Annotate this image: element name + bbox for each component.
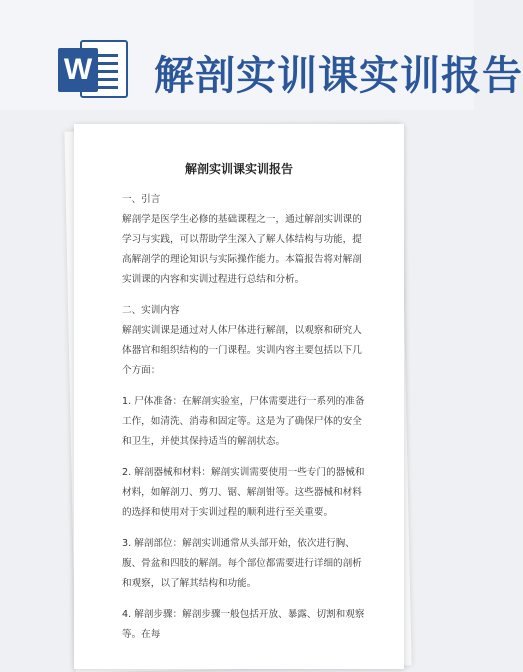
list-item: 2. 解剖器械和材料：解剖实训需要使用一些专门的器械和材料，如解剖刀、剪刀、锯、解剖钳等。这些器械和材料的选择和使用对于实训过程的顺利进行至关重要。 (122, 467, 365, 518)
document-title: 解剖实训课实训报告 (184, 162, 293, 176)
list-item: 3. 解剖部位：解剖实训通常从头部开始，依次进行胸、腹、骨盆和四肢的解剖。每个部位都需要进行详细的剖析和观察，以了解其结构和功能。 (122, 538, 362, 589)
word-document-icon (58, 36, 130, 102)
word-badge: W (58, 48, 98, 92)
banner-title: 解剖实训课实训报告 (154, 53, 523, 99)
list-item: 4. 解剖步骤：解剖步骤一般包括开放、暴露、切割和观察等。在每 (122, 609, 365, 640)
section-heading: 二、实训内容 (122, 305, 180, 316)
paragraph: 解剖实训课是通过对人体尸体进行解剖，以观察和研究人体器官和组织结构的一门课程。实训内容主要包括以下几个方面： (122, 325, 362, 376)
header-banner (0, 0, 523, 110)
section-heading: 一、引言 (122, 194, 161, 205)
paragraph: 解剖学是医学生必修的基础课程之一，通过解剖实训课的学习与实践，可以帮助学生深入了解人体结构与功能，提高解剖学的理论知识与实际操作能力。本篇报告将对解剖实训课的内容和实训过程进行总结和分析。 (122, 214, 362, 285)
document-page (74, 124, 404, 669)
list-item: 1. 尸体准备：在解剖实验室，尸体需要进行一系列的准备工作，如清洗、消毒和固定等。这是为了确保尸体的安全和卫生，并使其保持适当的解剖状态。 (122, 396, 365, 447)
document-body (122, 190, 366, 645)
